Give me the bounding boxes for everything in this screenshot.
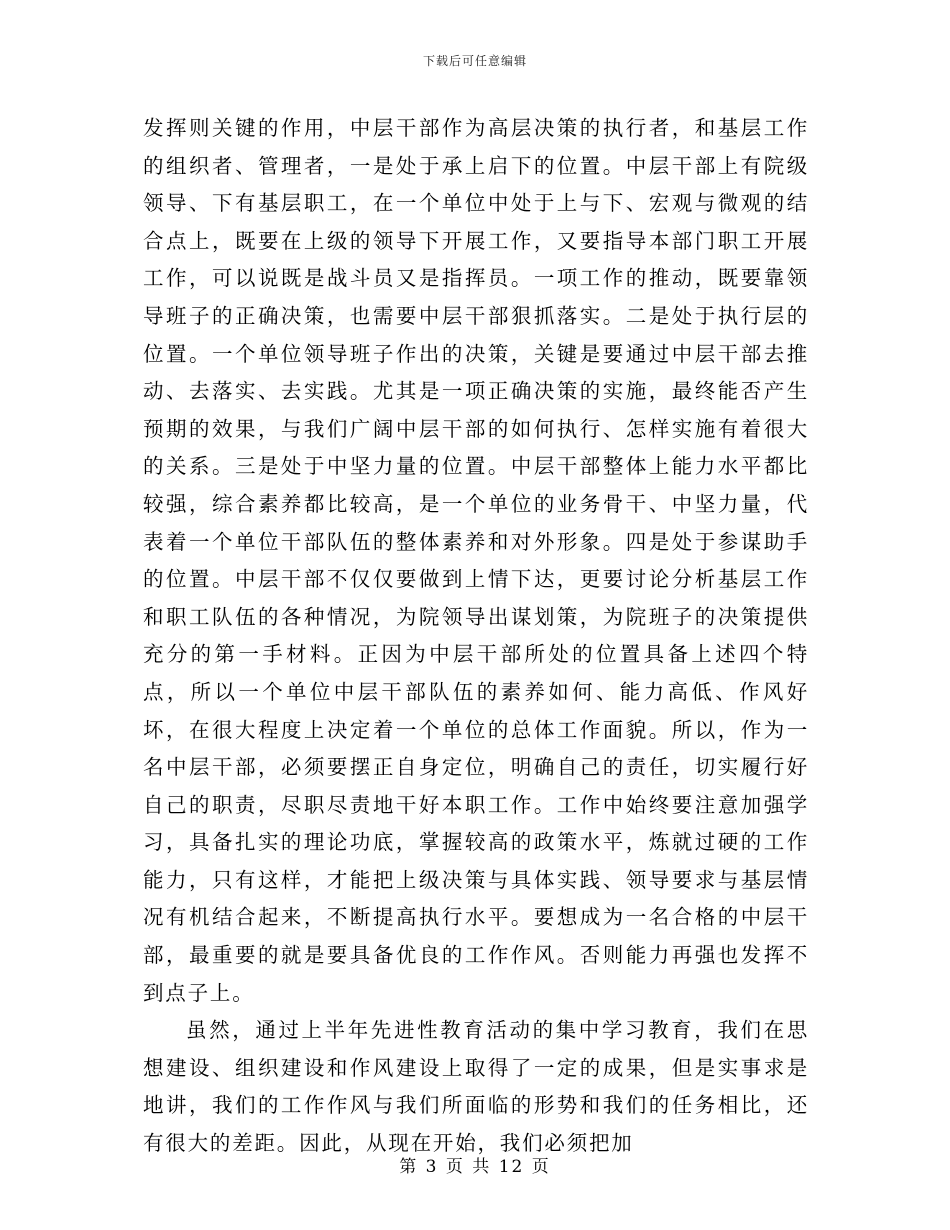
paragraph-1: 发挥则关键的作用，中层干部作为高层决策的执行者，和基层工作的组织者、管理者，一是处于承上启下的位置。中层干部上有院级领导、下有基层职工，在一个单位中处于上与下、宏观与微观的结合点上，既要在上级的领导下开展工作，又要指导本部门职工开展工作，可以说既是战斗员又是指挥员。一项工作的推动，既要靠领导班子的正确决策，也需要中层干部狠抓落实。二是处于执行层的位置。一个单位领导班子作出的决策，关键是要通过中层干部去推动、去落实、去实践。尤其是一项正确决策的实施，最终能否产生预期的效果，与我们广阔中层干部的如何执行、怎样实施有着很大的关系。三是处于中坚力量的位置。中层干部整体上能力水平都比较强，综合素养都比较高，是一个单位的业务骨干、中坚力量，代表着一个单位干部队伍的整体素养和对外形象。四是处于参谋助手的位置。中层干部不仅仅要做到上情下达，更要讨论分析基层工作和职工队伍的各种情况，为院领导出谋划策，为院班子的决策提供充分的第一手材料。正因为中层干部所处的位置具备上述四个特点，所以一个单位中层干部队伍的素养如何、能力高低、作风好坏，在很大程度上决定着一个单位的总体工作面貌。所以，作为一名中层干部，必须要摆正自身定位，明确自己的责任，切实履行好自己的职责，尽职尽责地干好本职工作。工作中始终要注意加强学习，具备扎实的理论功底，掌握较高的政策水平，炼就过硬的工作能力，只有这样，才能把上级决策与具体实践、领导要求与基层情况有机结合起来，不断提高执行水平。要想成为一名合格的中层干部，最重要的就是要具备优良的工作作风。否则能力再强也发挥不到点子上。 [143,116,809,1005]
document-body [143,110,809,1163]
page-header-note: 下载后可任意编辑 [422,54,527,68]
paragraph-2: 虽然，通过上半年先进性教育活动的集中学习教育，我们在思想建设、组织建设和作风建设上取得了一定的成果，但是实事求是地讲，我们的工作作风与我们所面临的形势和我们的任务相比，还有很大的差距。因此，从现在开始，我们必须把加 [143,1018,809,1156]
page-number-footer: 第 3 页 共 12 页 [399,1157,551,1177]
